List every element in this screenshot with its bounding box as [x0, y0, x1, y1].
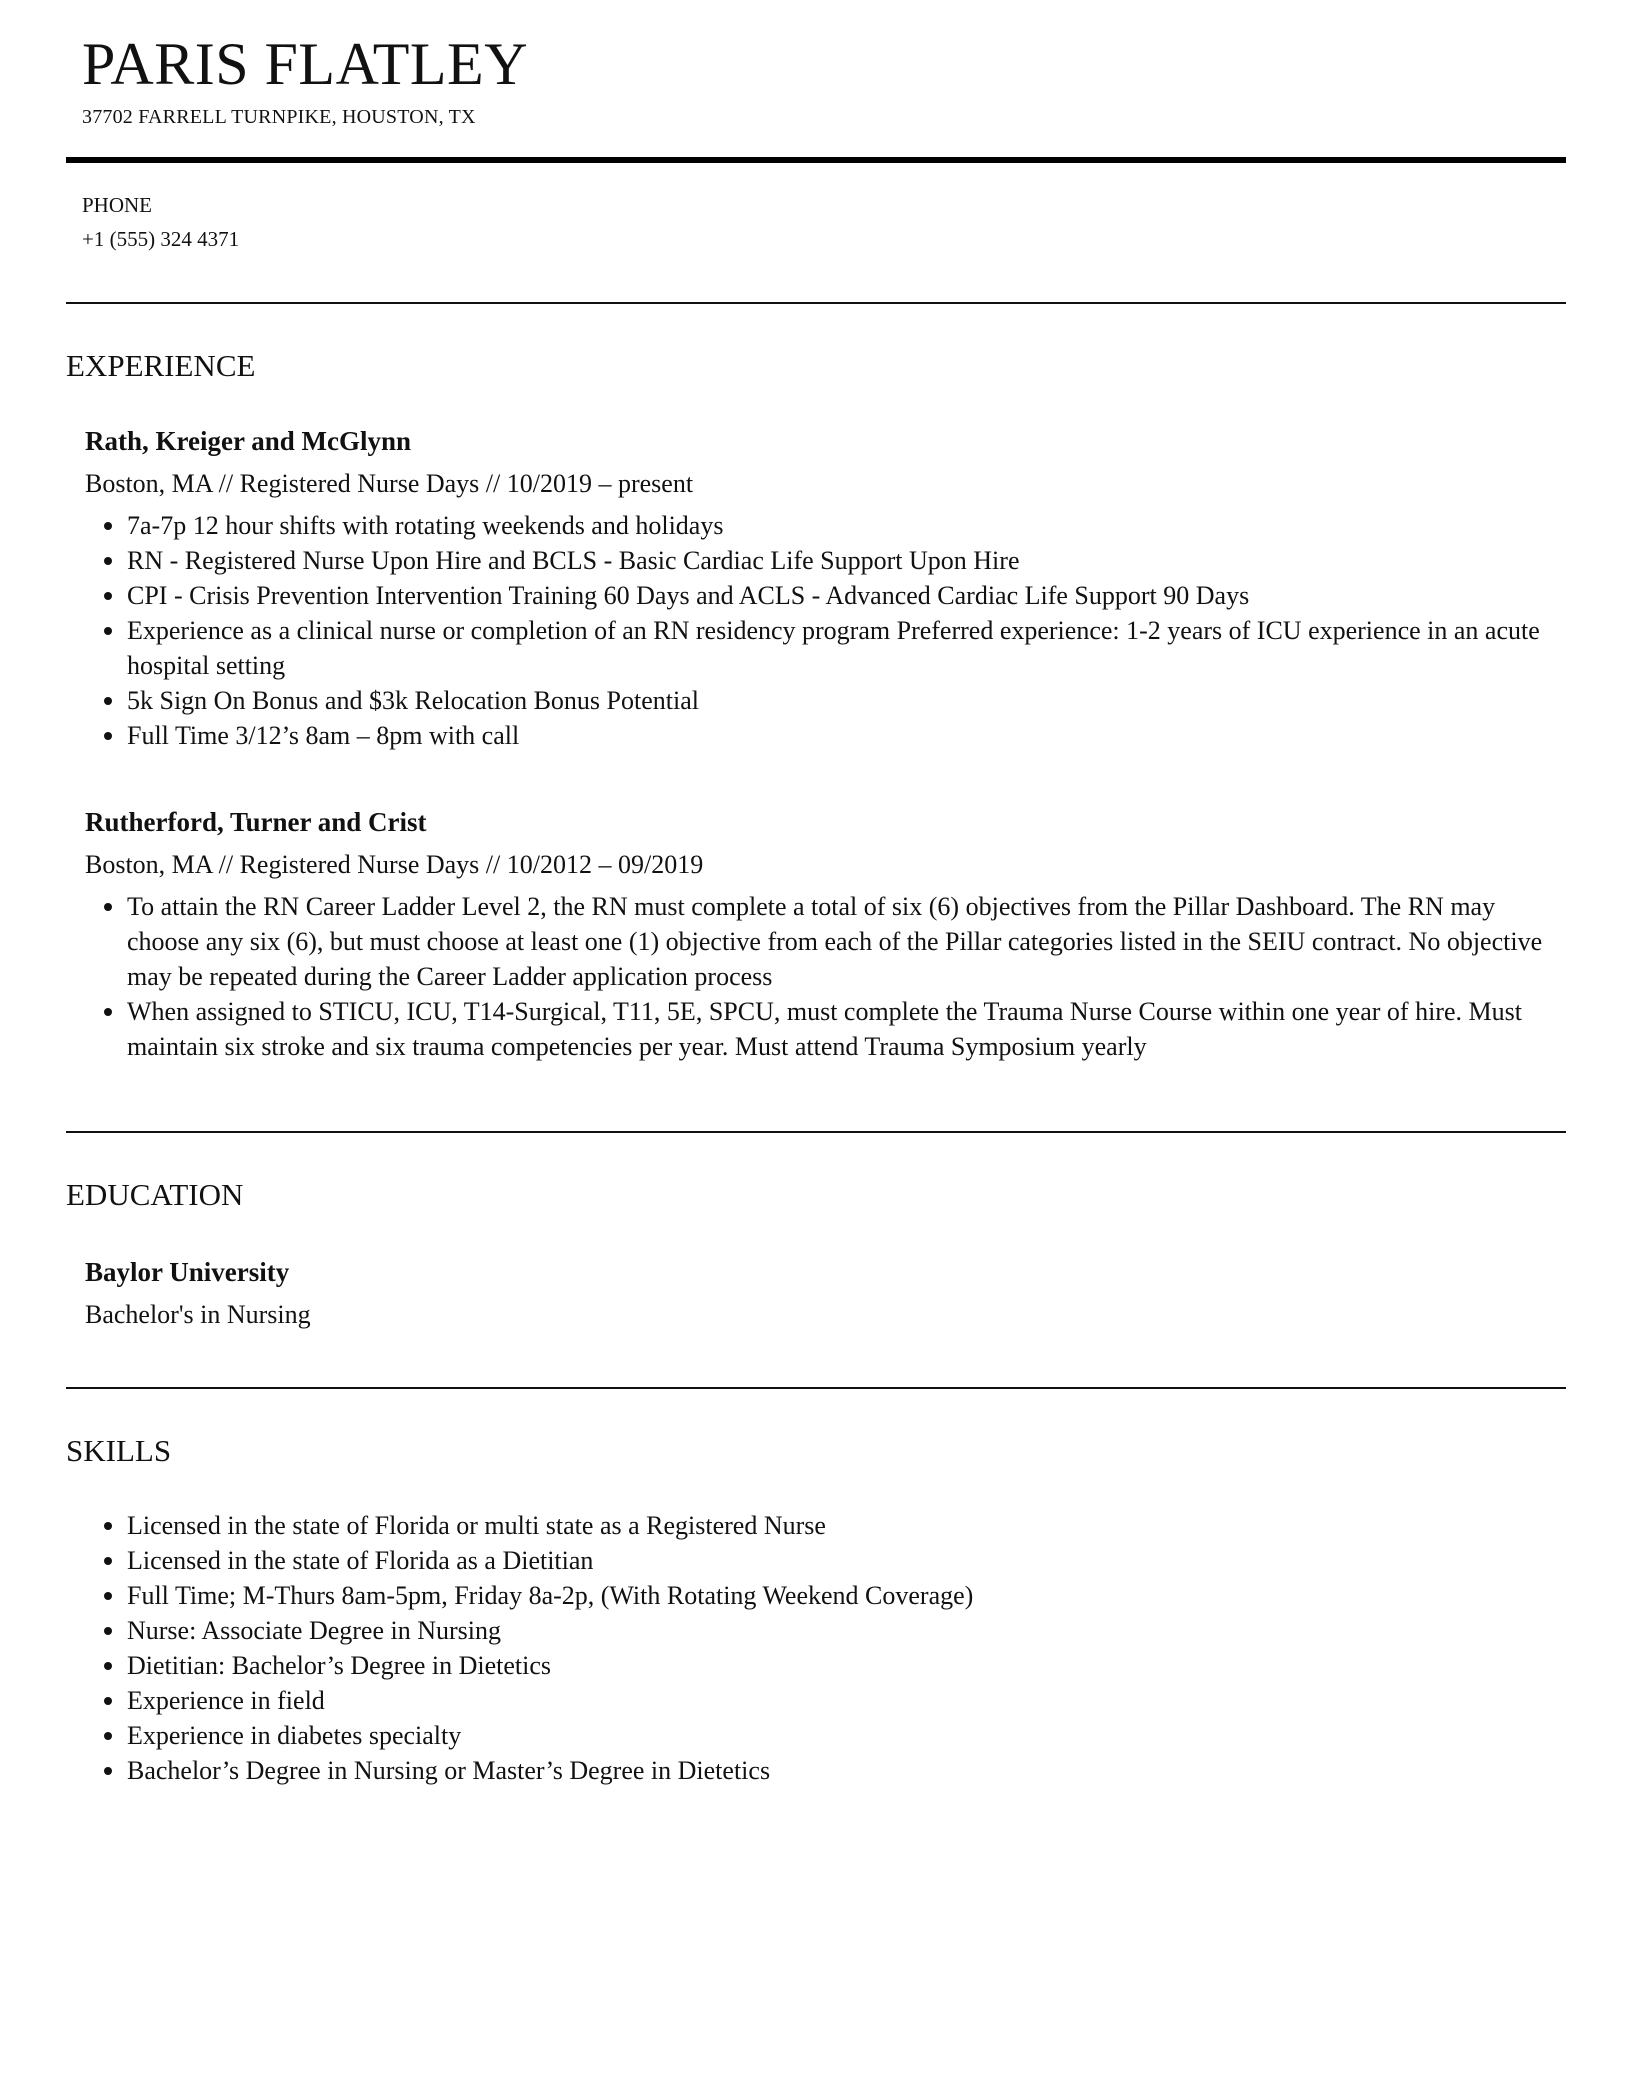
job-company: Rutherford, Turner and Crist [85, 807, 427, 837]
list-item: Bachelor’s Degree in Nursing or Master’s Degree in Dietetics [127, 1753, 1565, 1788]
section-divider [66, 1131, 1566, 1133]
job-duties-list [85, 508, 1565, 753]
list-item: Nurse: Associate Degree in Nursing [127, 1613, 1565, 1648]
degree-name: Bachelor's in Nursing [85, 1300, 311, 1329]
list-item: Experience in field [127, 1683, 1565, 1718]
list-item: Full Time 3/12’s 8am – 8pm with call [127, 718, 1565, 753]
school-name: Baylor University [85, 1257, 290, 1287]
phone-value: +1 (555) 324 4371 [82, 227, 240, 251]
list-item: Experience in diabetes specialty [127, 1718, 1565, 1753]
skills-list [85, 1508, 1565, 1788]
list-item: Licensed in the state of Florida as a Dietitian [127, 1543, 1565, 1578]
job-entry [85, 422, 1565, 753]
job-meta: Boston, MA // Registered Nurse Days // 10/2019 – present [85, 469, 694, 498]
list-item: 5k Sign On Bonus and $3k Relocation Bonus Potential [127, 683, 1565, 718]
section-divider [66, 1387, 1566, 1389]
list-item: CPI - Crisis Prevention Intervention Training 60 Days and ACLS - Advanced Cardiac Life Support 90 Days [127, 578, 1565, 613]
job-meta: Boston, MA // Registered Nurse Days // 10/2012 – 09/2019 [85, 850, 704, 879]
list-item: RN - Registered Nurse Upon Hire and BCLS - Basic Cardiac Life Support Upon Hire [127, 543, 1565, 578]
list-item: Experience as a clinical nurse or completion of an RN residency program Preferred experience: 1-2 years of ICU experience in an acute hospital setting [127, 613, 1565, 683]
list-item: 7a-7p 12 hour shifts with rotating weekends and holidays [127, 508, 1565, 543]
list-item: Dietitian: Bachelor’s Degree in Dietetics [127, 1648, 1565, 1683]
experience-heading: EXPERIENCE [66, 348, 256, 383]
candidate-name: PARIS FLATLEY [82, 31, 529, 97]
list-item: To attain the RN Career Ladder Level 2, the RN must complete a total of six (6) objectives from the Pillar Dashboard. The RN may choose any six (6), but must choose at least one (1) objective from each of the Pillar categories listed in the SEIU contract. No objective may be repeated during the Career Ladder application process [127, 889, 1565, 994]
list-item: When assigned to STICU, ICU, T14-Surgical, T11, 5E, SPCU, must complete the Trauma Nurse Course within one year of hire. Must maintain six stroke and six trauma competencies per year. Must attend Trauma Symposium yearly [127, 994, 1565, 1064]
job-company: Rath, Kreiger and McGlynn [85, 426, 412, 456]
skills-heading: SKILLS [66, 1433, 172, 1468]
candidate-address: 37702 FARRELL TURNPIKE, HOUSTON, TX [82, 106, 476, 128]
skills-block [85, 1502, 1565, 1788]
section-divider [66, 302, 1566, 304]
list-item: Licensed in the state of Florida or multi state as a Registered Nurse [127, 1508, 1565, 1543]
job-duties-list [85, 889, 1565, 1064]
list-item: Full Time; M-Thurs 8am-5pm, Friday 8a-2p, (With Rotating Weekend Coverage) [127, 1578, 1565, 1613]
phone-label: PHONE [82, 193, 153, 217]
education-heading: EDUCATION [66, 1177, 244, 1212]
header-divider [66, 157, 1566, 163]
job-entry [85, 803, 1565, 1064]
education-entry [85, 1253, 1565, 1333]
